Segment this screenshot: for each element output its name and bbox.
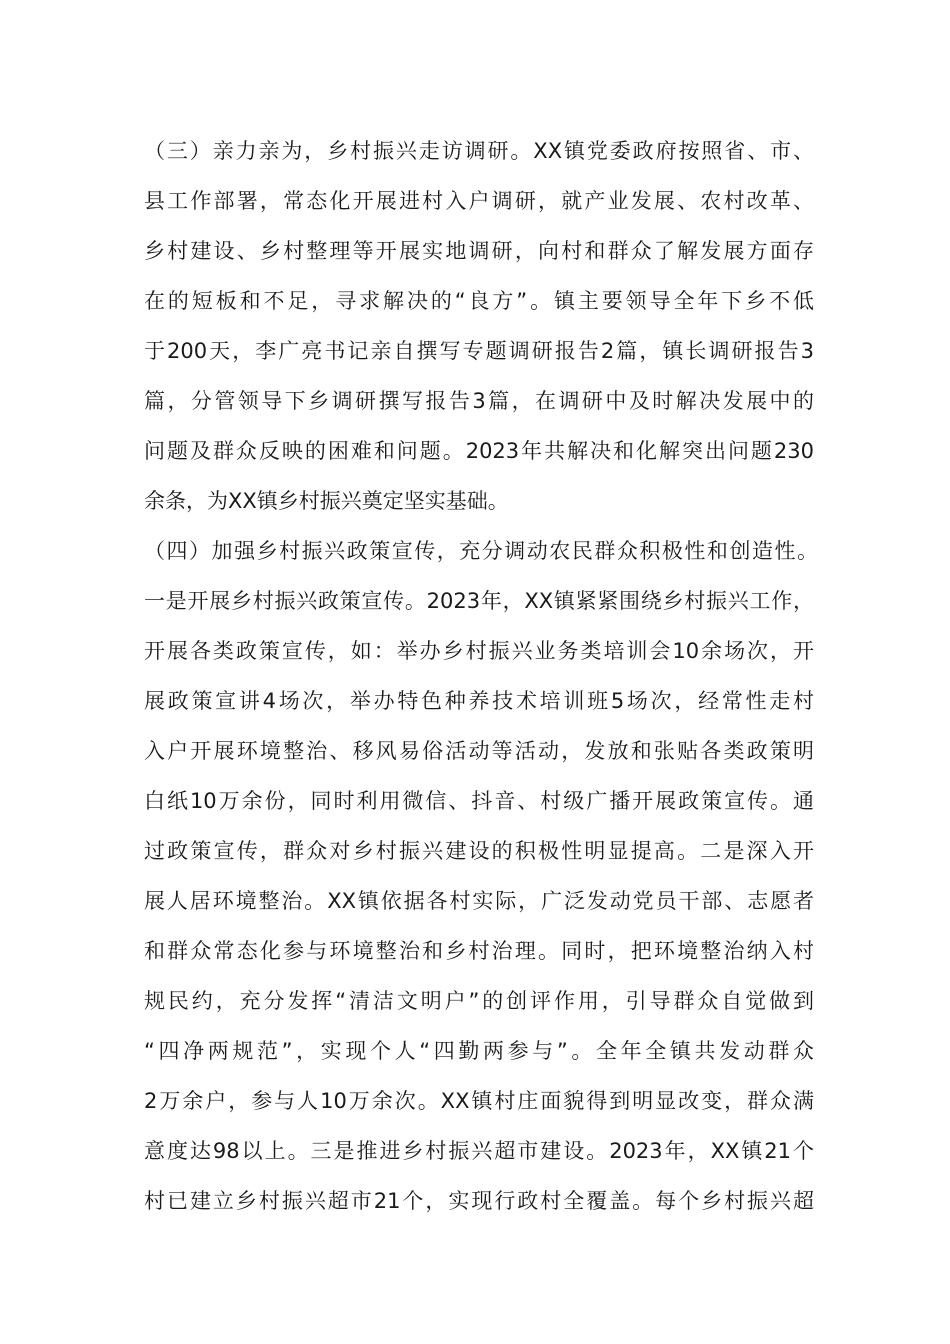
paragraph-line: 展人居环境整治。XX镇依据各村实际，广泛发动党员干部、志愿者: [144, 889, 814, 913]
paragraph-line: 过政策宣传，群众对乡村振兴建设的积极性明显提高。二是深入开: [144, 839, 814, 863]
paragraph-line: 入户开展环境整治、移风易俗活动等活动，发放和张贴各类政策明: [144, 739, 814, 763]
paragraph-line: 展政策宣讲4场次，举办特色种养技术培训班5场次，经常性走村: [144, 689, 814, 713]
paragraph-line: 篇，分管领导下乡调研撰写报告3篇，在调研中及时解决发展中的: [144, 389, 814, 413]
paragraph-line: 问题及群众反映的困难和问题。2023年共解决和化解突出问题230: [144, 439, 814, 463]
paragraph-line: 村已建立乡村振兴超市21个，实现行政村全覆盖。每个乡村振兴超: [144, 1189, 814, 1213]
paragraph-line: 县工作部署，常态化开展进村入户调研，就产业发展、农村改革、: [144, 189, 814, 213]
paragraph-line: 2万余户，参与人10万余次。XX镇村庄面貌得到明显改变，群众满: [144, 1089, 814, 1113]
paragraph-line: 白纸10万余份，同时利用微信、抖音、村级广播开展政策宣传。通: [144, 789, 814, 813]
paragraph-line: 和群众常态化参与环境整治和乡村治理。同时，把环境整治纳入村: [144, 939, 814, 963]
paragraph-line: 于200天，李广亮书记亲自撰写专题调研报告2篇，镇长调研报告3: [144, 339, 814, 363]
paragraph-line: 乡村建设、乡村整理等开展实地调研，向村和群众了解发展方面存: [144, 239, 814, 263]
paragraph-line: （三）亲力亲为，乡村振兴走访调研。XX镇党委政府按照省、市、: [144, 139, 814, 163]
paragraph-line: 在的短板和不足，寻求解决的“良方”。镇主要领导全年下乡不低: [144, 289, 814, 313]
paragraph-line: 规民约，充分发挥“清洁文明户”的创评作用，引导群众自觉做到: [144, 989, 814, 1013]
paragraph-line: 意度达98以上。三是推进乡村振兴超市建设。2023年，XX镇21个: [144, 1139, 814, 1163]
paragraph-line: “四净两规范”，实现个人“四勤两参与”。全年全镇共发动群众: [144, 1039, 814, 1063]
paragraph-line: 开展各类政策宣传，如：举办乡村振兴业务类培训会10余场次，开: [144, 639, 814, 663]
paragraph-line: 一是开展乡村振兴政策宣传。2023年，XX镇紧紧围绕乡村振兴工作，: [144, 589, 814, 613]
paragraph-line: （四）加强乡村振兴政策宣传，充分调动农民群众积极性和创造性。: [144, 539, 818, 563]
paragraph-line: 余条，为XX镇乡村振兴奠定坚实基础。: [144, 489, 509, 513]
